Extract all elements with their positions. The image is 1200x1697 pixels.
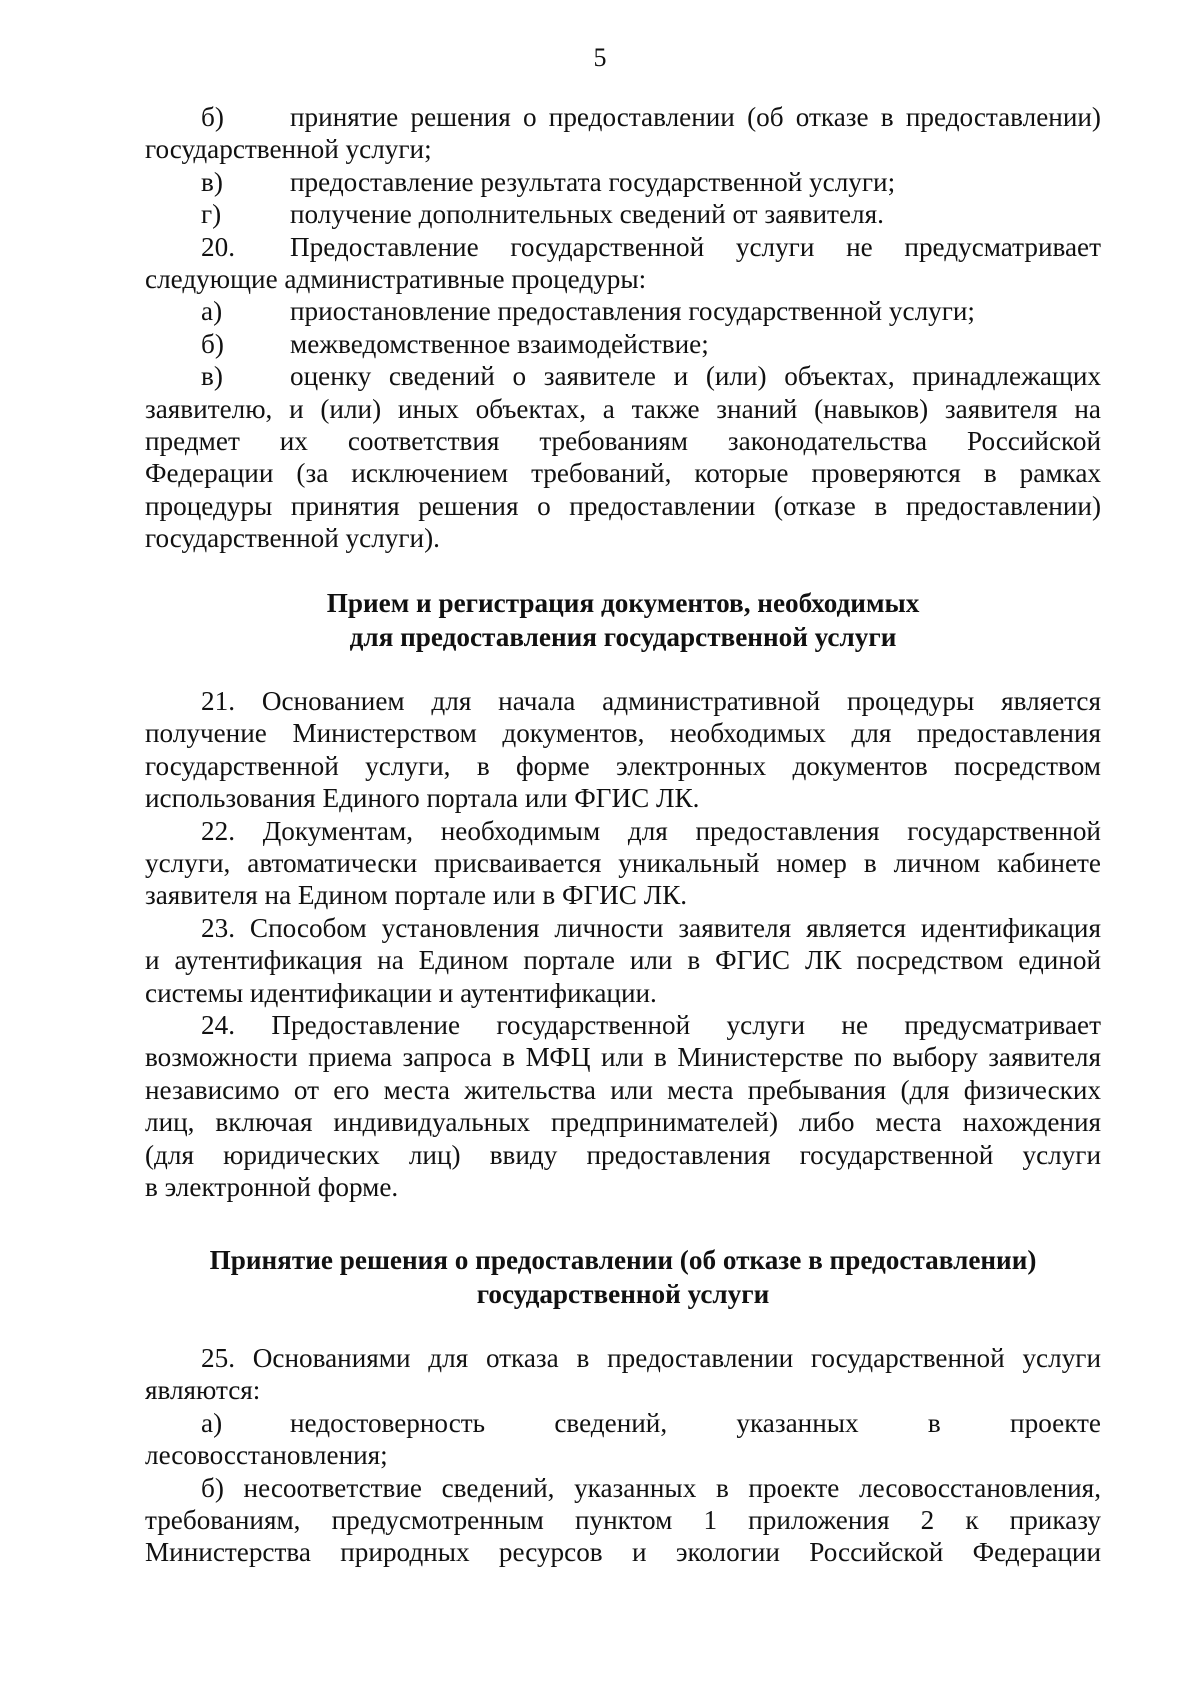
- line-text: государственной услуги;: [145, 134, 432, 165]
- line-text: получение Министерством документов, необходимых для предоставления: [145, 718, 1101, 749]
- list-marker: а): [201, 1407, 223, 1438]
- paragraph-line: [145, 133, 1101, 165]
- paragraph-line: [145, 1472, 1101, 1504]
- line-text: 24. Предоставление государственной услуги не предусматривает: [201, 1010, 1101, 1041]
- section-heading: [145, 586, 1101, 654]
- list-item: [145, 166, 1101, 198]
- clause-number: 20.: [201, 231, 235, 262]
- line-text: услуги, автоматически присваивается уникальный номер в личном кабинете: [145, 848, 1101, 879]
- line-text: процедуры принятия решения о предоставлении (отказе в предоставлении): [145, 490, 1101, 521]
- paragraph-line: [145, 490, 1101, 522]
- paragraph-line: [145, 1106, 1101, 1138]
- list-marker: а): [201, 296, 223, 327]
- list-item: [145, 295, 1101, 327]
- list-item: [145, 360, 1101, 392]
- paragraph-line: [145, 879, 1101, 911]
- paragraph-line: межведомственное взаимодействие;: [290, 328, 709, 359]
- paragraph-line: [145, 685, 1101, 717]
- paragraph-line: [145, 1041, 1101, 1073]
- paragraph-line: [145, 1139, 1101, 1171]
- paragraph-line: [145, 815, 1101, 847]
- list-marker: в): [201, 361, 223, 392]
- paragraph-line: получение дополнительных сведений от заявителя.: [290, 199, 884, 230]
- line-text: и аутентификация на Едином портале или в ФГИС ЛК посредством единой: [145, 945, 1101, 976]
- section-procedures-list: [145, 101, 1101, 555]
- line-text: требованиям, предусмотренным пунктом 1 приложения 2 к приказу: [145, 1505, 1101, 1536]
- list-marker: б): [201, 328, 224, 359]
- paragraph-line: [145, 1536, 1101, 1568]
- list-item: [145, 1407, 1101, 1439]
- list-marker: б): [201, 102, 224, 132]
- paragraph-line: недостоверность сведений, указанных в проекте: [290, 1407, 1101, 1438]
- heading-line: Прием и регистрация документов, необходимых: [326, 588, 920, 618]
- list-item: [145, 198, 1101, 230]
- line-text: 25. Основаниями для отказа в предоставлении государственной услуги: [201, 1343, 1101, 1373]
- list-marker: в): [201, 166, 223, 197]
- line-text: независимо от его места жительства или места пребывания (для физических: [145, 1074, 1101, 1105]
- paragraph-line: [145, 1374, 1101, 1406]
- paragraph-line: [145, 425, 1101, 457]
- paragraph-line: [145, 944, 1101, 976]
- line-text: предмет их соответствия требованиям законодательства Российской: [145, 426, 1101, 457]
- line-text: 22. Документам, необходимым для предоставления государственной: [201, 815, 1101, 846]
- line-text: (для юридических лиц) ввиду предоставления государственной услуги: [145, 1139, 1101, 1170]
- line-text: Министерства природных ресурсов и экологии Российской Федерации: [145, 1537, 1101, 1568]
- line-text: Федерации (за исключением требований, которые проверяются в рамках: [145, 458, 1101, 489]
- line-text: 23. Способом установления личности заявителя является идентификация: [201, 912, 1101, 943]
- paragraph-line: [145, 1171, 1101, 1203]
- paragraph-line: приостановление предоставления государственной услуги;: [290, 296, 975, 327]
- heading-line: Принятие решения о предоставлении (об отказе в предоставлении): [209, 1245, 1037, 1275]
- list-item: [145, 328, 1101, 360]
- paragraph-line: принятие решения о предоставлении (об отказе в предоставлении): [290, 102, 1101, 132]
- paragraph-line: [145, 263, 1101, 295]
- line-text: заявителя на Едином портале или в ФГИС ЛК.: [145, 880, 688, 911]
- paragraph-line: [145, 717, 1101, 749]
- heading-line: для предоставления государственной услуги: [349, 622, 897, 652]
- line-text: заявителю, и (или) иных объектах, а также знаний (навыков) заявителя на: [145, 393, 1101, 424]
- line-text: являются:: [145, 1375, 261, 1406]
- line-text: в электронной форме.: [145, 1172, 399, 1203]
- section-heading: [145, 1243, 1101, 1311]
- clause-20: [145, 231, 1101, 263]
- line-text: системы идентификации и аутентификации.: [145, 977, 657, 1008]
- paragraph-line: Предоставление государственной услуги не предусматривает: [290, 231, 1101, 262]
- paragraph-line: [145, 1504, 1101, 1536]
- line-text: государственной услуги).: [145, 523, 440, 554]
- paragraph-line: [145, 457, 1101, 489]
- paragraph-line: [145, 750, 1101, 782]
- paragraph-line: [145, 977, 1101, 1009]
- paragraph-line: [145, 847, 1101, 879]
- paragraph-line: [145, 393, 1101, 425]
- line-text: лесовосстановления;: [145, 1440, 388, 1471]
- paragraph-line: [145, 522, 1101, 554]
- heading-line: государственной услуги: [476, 1279, 770, 1309]
- paragraph-line: предоставление результата государственной услуги;: [290, 166, 896, 197]
- line-text: возможности приема запроса в МФЦ или в Министерстве по выбору заявителя: [145, 1042, 1101, 1073]
- line-text: б) несоответствие сведений, указанных в проекте лесовосстановления,: [201, 1472, 1101, 1503]
- line-text: 21. Основанием для начала административной процедуры является: [201, 686, 1101, 716]
- line-text: следующие административные процедуры:: [145, 264, 647, 295]
- page-number: 5: [593, 43, 607, 72]
- paragraph-line: [145, 1342, 1101, 1374]
- list-marker: г): [201, 199, 222, 230]
- line-text: лиц, включая индивидуальных предпринимателей) либо места нахождения: [145, 1107, 1101, 1138]
- paragraph-line: [145, 912, 1101, 944]
- section-document-registration: [145, 685, 1101, 1204]
- list-item: [145, 101, 1101, 133]
- paragraph-line: [145, 782, 1101, 814]
- section-refusal-grounds: [145, 1342, 1101, 1569]
- paragraph-line: [145, 1009, 1101, 1041]
- paragraph-line: [145, 1074, 1101, 1106]
- line-text: использования Единого портала или ФГИС ЛК.: [145, 783, 700, 814]
- line-text: государственной услуги, в форме электронных документов посредством: [145, 750, 1101, 781]
- paragraph-line: оценку сведений о заявителе и (или) объектах, принадлежащих: [290, 361, 1101, 392]
- paragraph-line: [145, 1439, 1101, 1471]
